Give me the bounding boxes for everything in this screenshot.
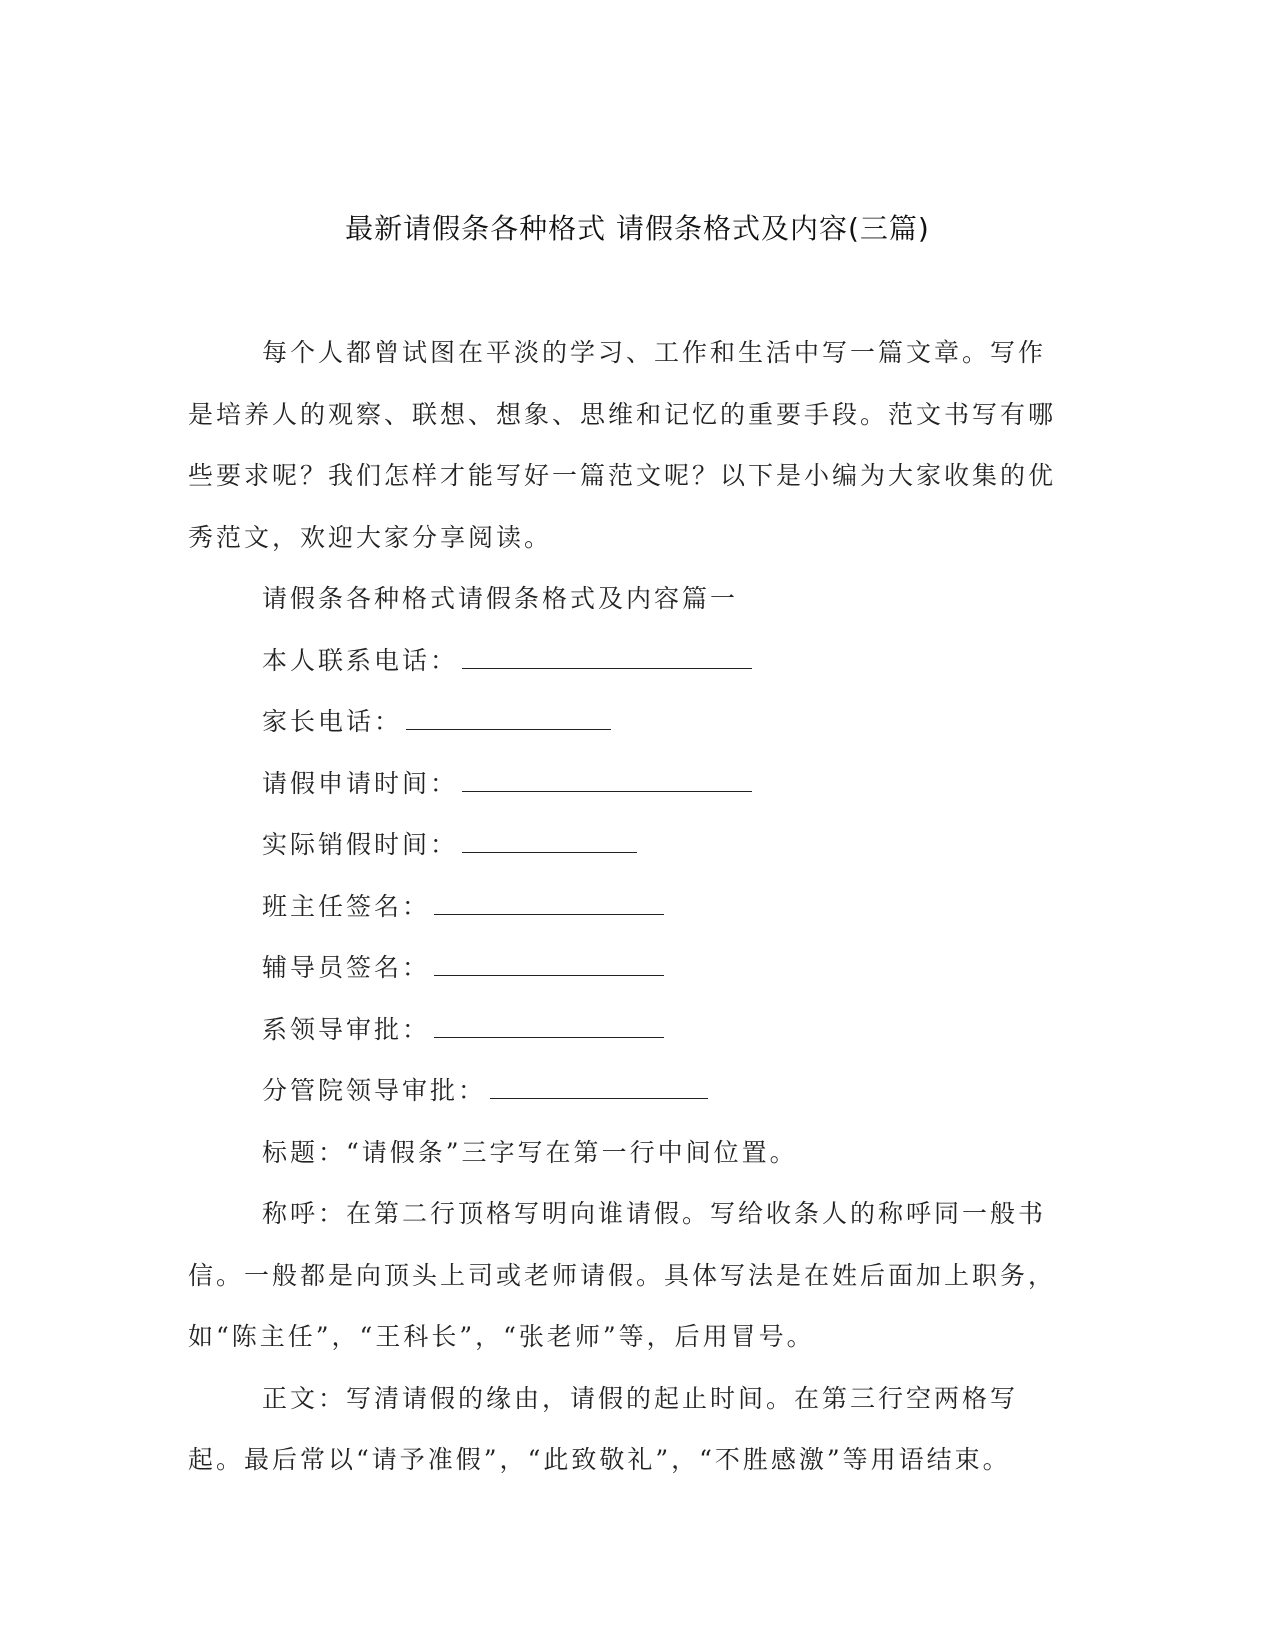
field-label: 实际销假时间： [262, 830, 459, 859]
form-field-teacher-sign [188, 876, 1073, 938]
blank-line [406, 707, 611, 730]
document-body [188, 322, 1073, 1491]
form-field-self-phone [188, 630, 1073, 692]
form-field-dept-approval [188, 999, 1073, 1061]
field-label: 辅导员签名： [262, 953, 431, 982]
body-rule-paragraph: 正文：写清请假的缘由，请假的起止时间。在第三行空两格写起。最后常以“请予准假”，“此致敬礼”，“不胜感激”等用语结束。 [188, 1383, 1019, 1474]
blank-line [462, 769, 752, 792]
field-label: 班主任签名： [262, 891, 431, 921]
blank-line [434, 1015, 664, 1038]
section-heading: 请假条各种格式请假条格式及内容篇一 [262, 584, 739, 613]
salutation-rule-paragraph: 称呼：在第二行顶格写明向谁请假。写给收条人的称呼同一般书信。一般都是向顶头上司或老师请假。具体写法是在姓后面加上职务，如“陈主任”，“王科长”，“张老师”等，后用冒号。 [188, 1199, 1057, 1351]
blank-line [434, 892, 664, 915]
form-field-parent-phone [188, 691, 1073, 753]
field-label: 系领导审批： [262, 1014, 431, 1044]
form-field-counselor-sign [188, 937, 1073, 999]
field-label: 家长电话： [262, 707, 403, 736]
form-field-apply-time [188, 753, 1073, 815]
intro-paragraph: 每个人都曾试图在平淡的学习、工作和生活中写一篇文章。写作是培养人的观察、联想、想象、思维和记忆的重要手段。范文书写有哪些要求呢？我们怎样才能写好一篇范文呢？以下是小编为大家收集的优秀范文，欢迎大家分享阅读。 [188, 338, 1057, 552]
title-rule-paragraph: 标题：“请假条”三字写在第一行中间位置。 [262, 1137, 798, 1167]
blank-line [434, 953, 664, 976]
form-field-college-approval [188, 1060, 1073, 1122]
blank-line [462, 646, 752, 669]
blank-line [462, 830, 637, 853]
field-label: 请假申请时间： [262, 768, 459, 798]
field-label: 分管院领导审批： [262, 1076, 487, 1105]
form-field-return-time [188, 814, 1073, 876]
blank-line [490, 1076, 708, 1099]
field-label: 本人联系电话： [262, 645, 459, 675]
document-title: 最新请假条各种格式 请假条格式及内容(三篇) [345, 212, 930, 245]
